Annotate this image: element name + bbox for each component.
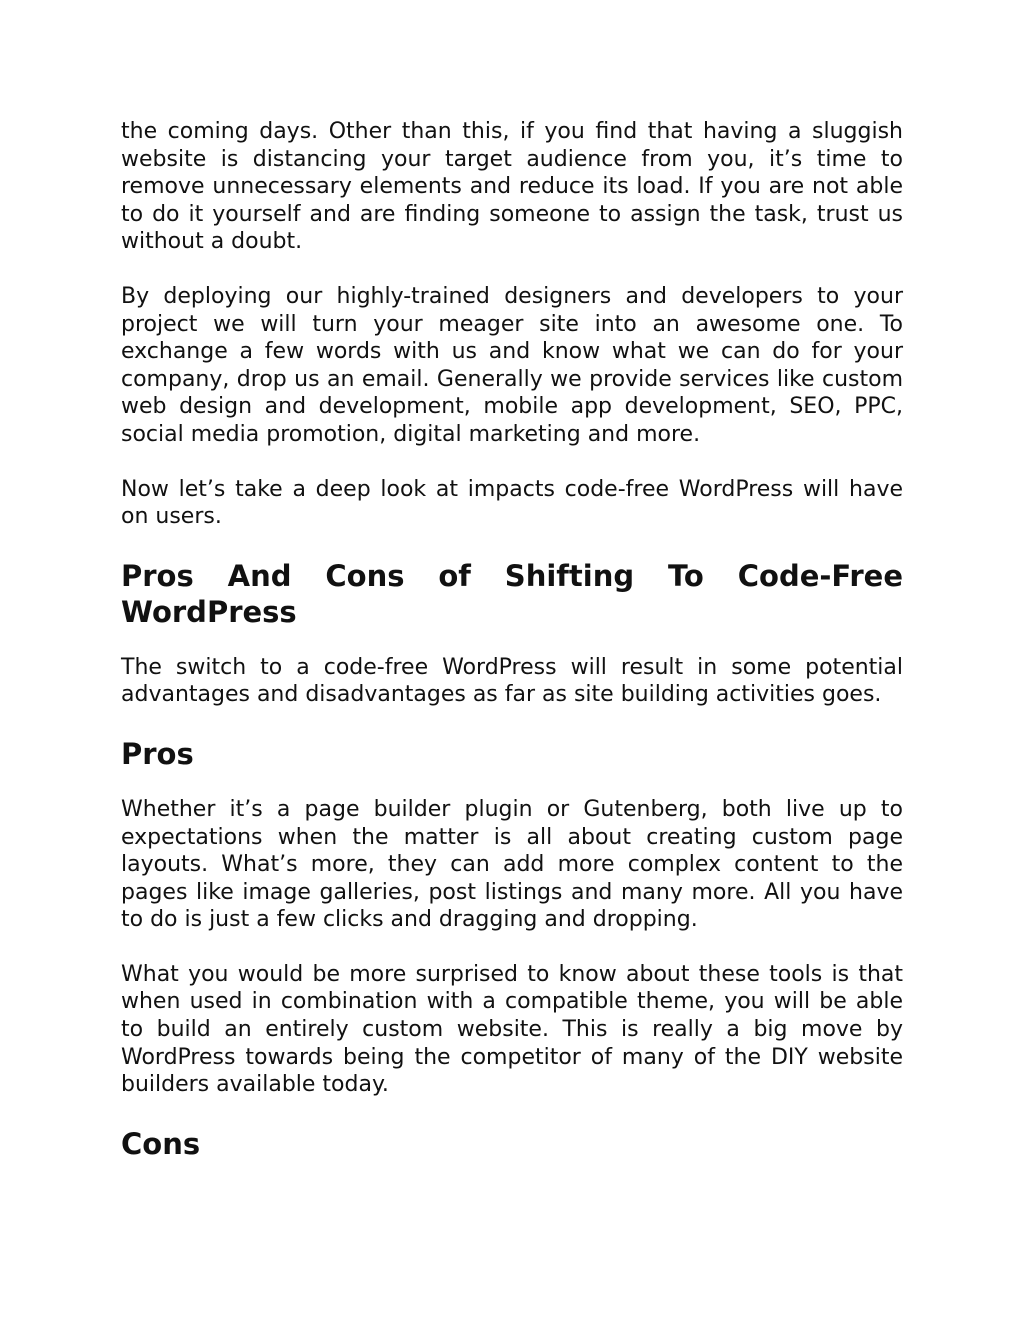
paragraph-pros-layouts: Whether it’s a page builder plugin or Gutenberg, both live up to expectations when the matter is all about creating custom page layouts. What’s more, they can add more complex content to the pages like image galleries, post listings and many more. All you have to do is just a few clicks and dragging and dropping. [121,796,903,933]
paragraph-site-speed: the coming days. Other than this, if you find that having a sluggish website is distancing your target audience from you, it’s time to remove unnecessary elements and reduce its load. If you are not able to do it yourself and are finding someone to assign the task, trust us without a doubt. [121,119,903,255]
paragraph-pros-custom-website: What you would be more surprised to know about these tools is that when used in combination with a compatible theme, you will be able to build an entirely custom website. This is really a big move by WordPress towards being the competitor of many of the DIY website builders available today. [121,961,903,1098]
heading-pros-and-cons: Pros And Cons of Shifting To Code-Free WordPress [121,558,903,629]
document-page [121,118,903,1162]
heading-pros: Pros [121,736,194,771]
paragraph-intro-impacts: Now let’s take a deep look at impacts code-free WordPress will have on users. [121,476,903,530]
paragraph-switch-summary: The switch to a code-free WordPress will result in some potential advantages and disadvantages as far as site building activities goes. [121,654,903,708]
paragraph-services: By deploying our highly-trained designers and developers to your project we will turn your meager site into an awesome one. To exchange a few words with us and know what we can do for your company, drop us an email. Generally we provide services like custom web design and development, mobile app development, SEO, PPC, social media promotion, digital marketing and more. [121,283,903,447]
heading-cons: Cons [121,1126,201,1161]
